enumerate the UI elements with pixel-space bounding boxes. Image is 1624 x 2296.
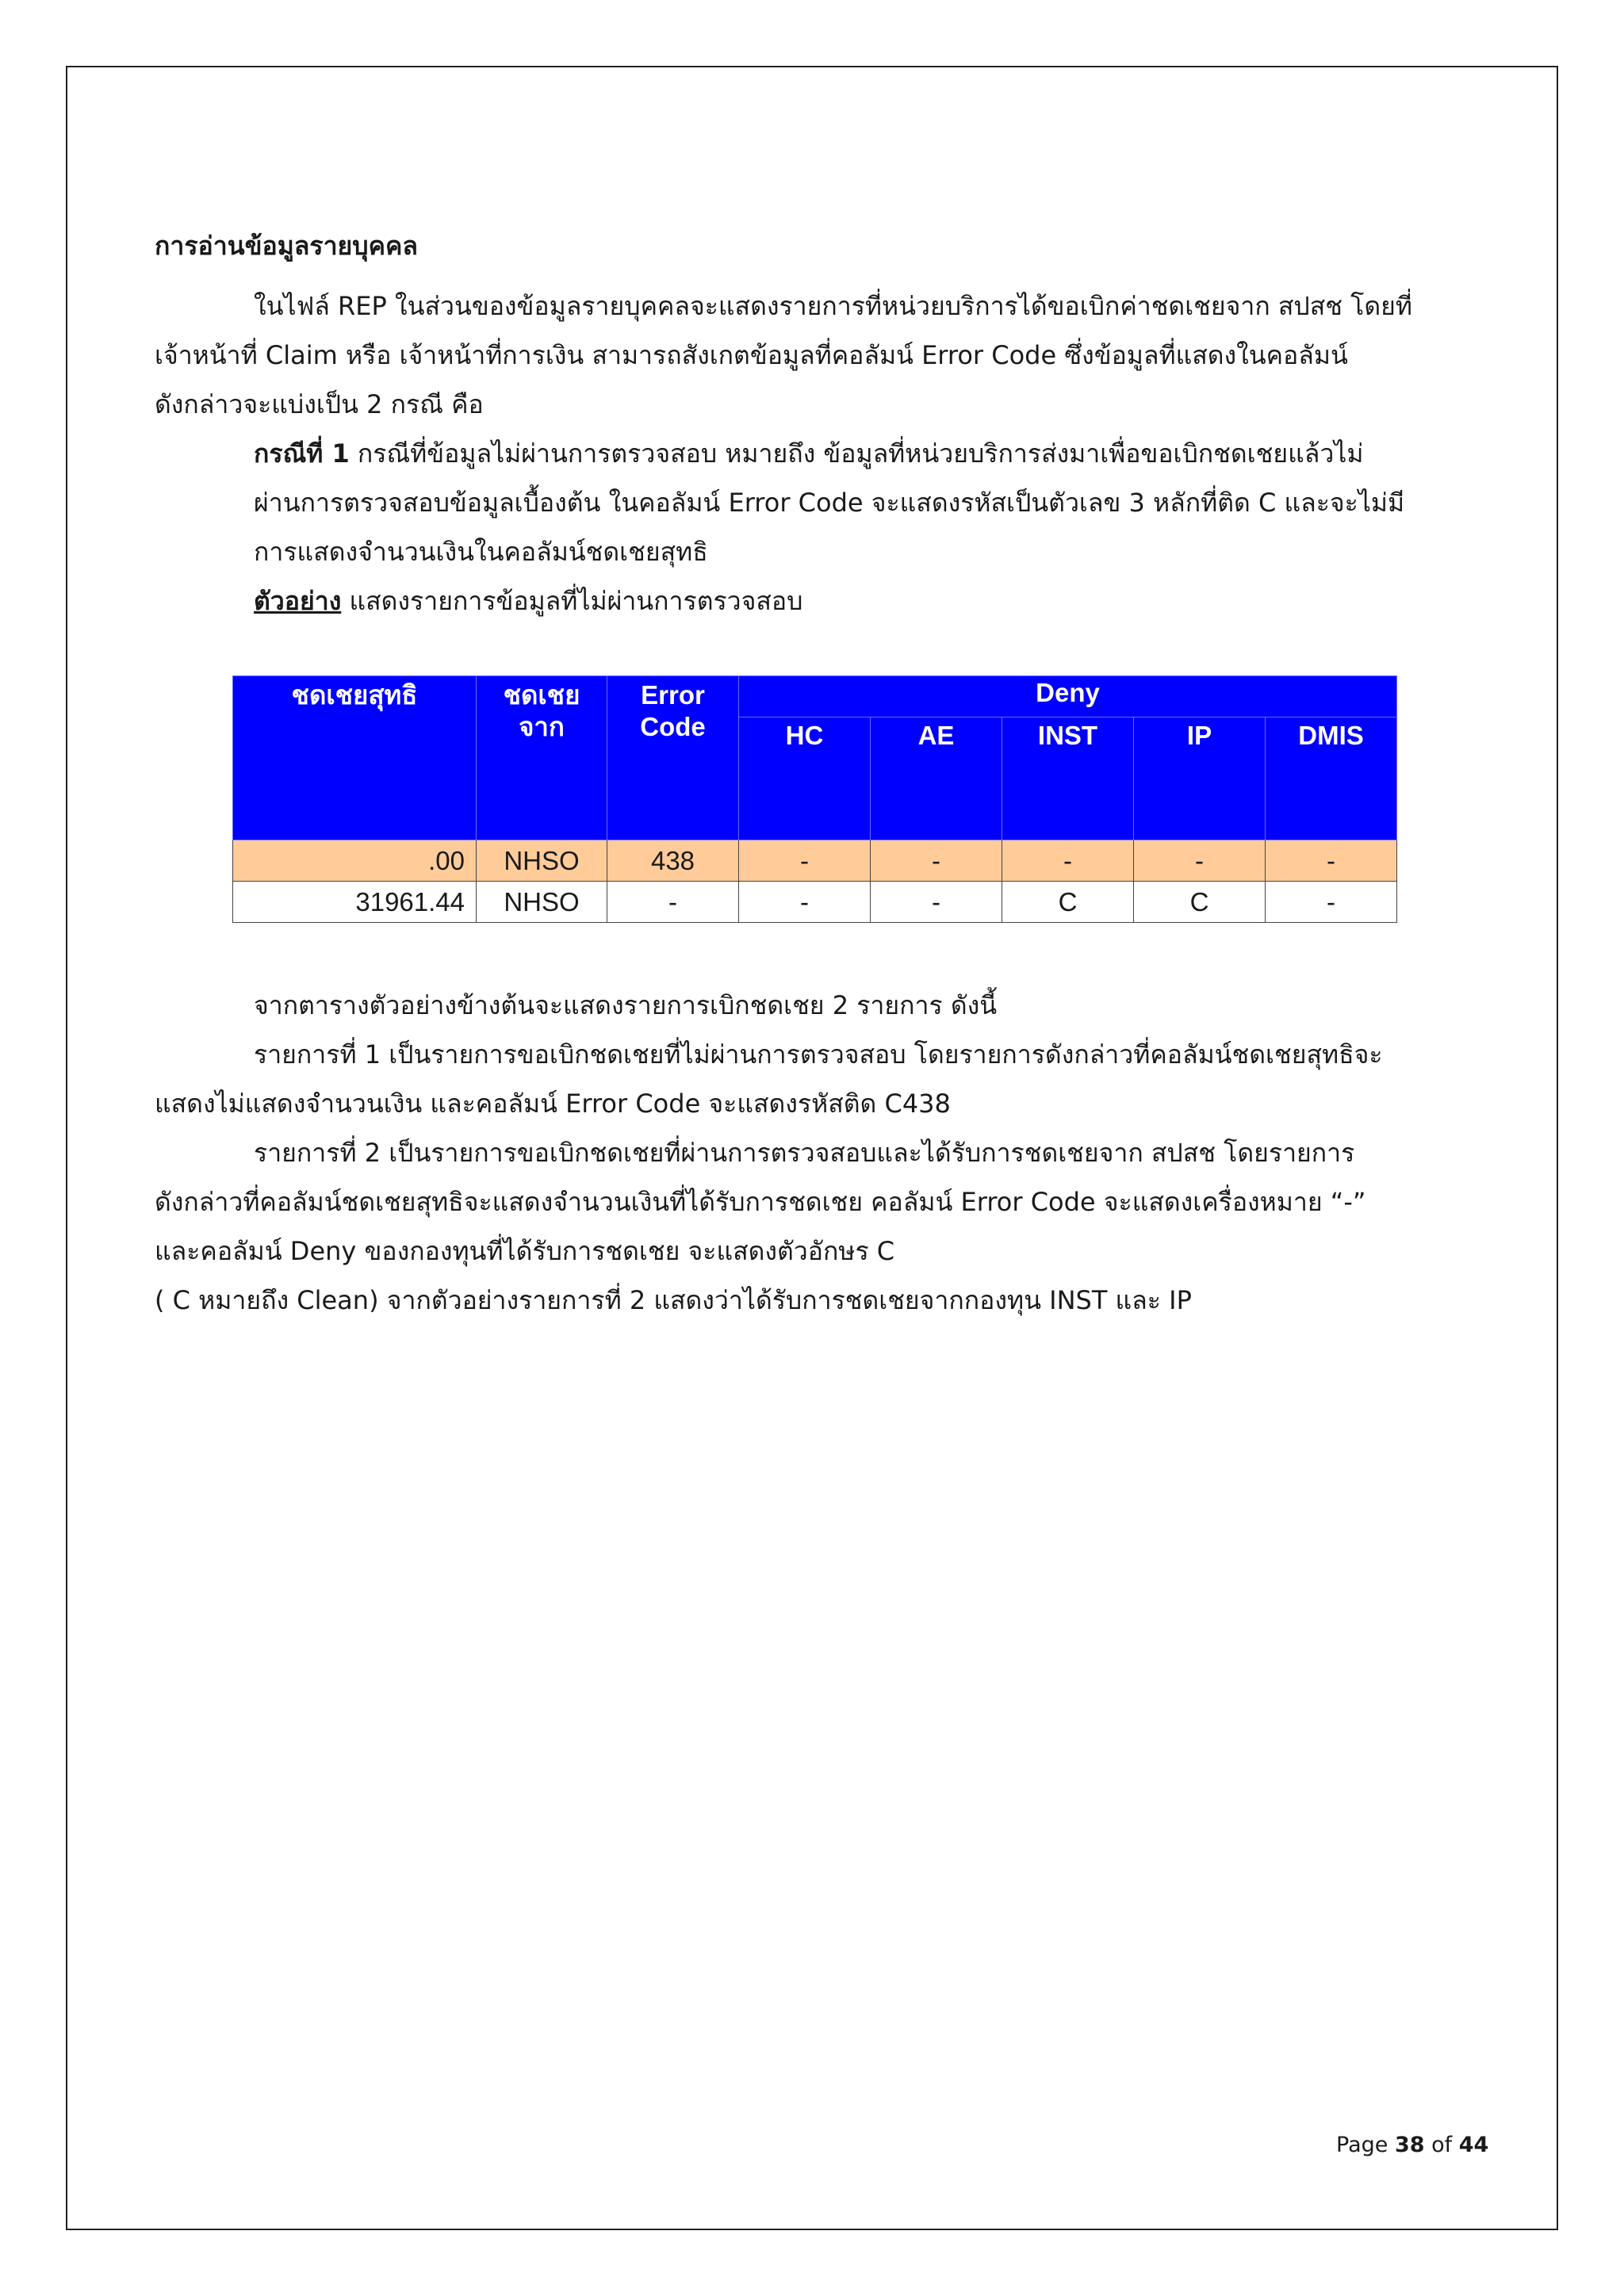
explain-line-3: แสดงไม่แสดงจำนวนเงิน และคอลัมน์ Error Code จะแสดงรหัสติด C438 — [155, 1089, 951, 1119]
case1-line-2: ผ่านการตรวจสอบข้อมูลเบื้องต้น ในคอลัมน์ Error Code จะแสดงรหัสเป็นตัวเลข 3 หลักที่ติด C และจะไม่มี — [254, 488, 1405, 518]
current-page: 38 — [1394, 2133, 1425, 2157]
explain-line-5: ดังกล่าวที่คอลัมน์ชดเชยสุทธิจะแสดงจำนวนเงินที่ได้รับการชดเชย คอลัมน์ Error Code จะแสดงเครื่องหมาย “-” — [155, 1187, 1366, 1217]
header-ae: AE — [871, 718, 1002, 840]
section-heading: การอ่านข้อมูลรายบุคคล — [155, 231, 419, 261]
header-error-line-2: Code — [640, 712, 706, 741]
page-number — [1336, 2133, 1488, 2157]
cell-inst: - — [1002, 840, 1134, 882]
cell-net: 31961.44 — [233, 882, 477, 923]
case1-line-1 — [254, 430, 1363, 477]
example-table — [232, 675, 1397, 923]
cell-net: .00 — [233, 840, 477, 882]
header-net: ชดเชยสุทธิ — [233, 676, 477, 840]
total-pages: 44 — [1458, 2133, 1489, 2157]
cell-ae: - — [871, 882, 1002, 923]
explain-line-1: จากตารางตัวอย่างข้างต้นจะแสดงรายการเบิกชดเชย 2 รายการ ดังนี้ — [254, 990, 998, 1020]
case1-line-3: การแสดงจำนวนเงินในคอลัมน์ชดเชยสุทธิ — [254, 537, 708, 567]
header-ip: IP — [1134, 718, 1266, 840]
cell-ip: - — [1134, 840, 1266, 882]
header-hc: HC — [739, 718, 871, 840]
table-row — [233, 882, 1397, 923]
explain-line-7: ( C หมายถึง Clean) จากตัวอย่างรายการที่ 2 แสดงว่าได้รับการชดเชยจากกองทุน INST และ IP — [155, 1285, 1192, 1315]
example-text: แสดงรายการข้อมูลที่ไม่ผ่านการตรวจสอบ — [341, 586, 803, 616]
header-source-line-2: จาก — [519, 712, 565, 741]
case1-label: กรณีที่ 1 — [254, 438, 350, 469]
header-error-code — [607, 676, 739, 840]
table-row — [233, 840, 1397, 882]
header-deny: Deny — [739, 676, 1397, 718]
cell-error: 438 — [607, 840, 739, 882]
cell-dmis: - — [1266, 882, 1397, 923]
intro-line-2: เจ้าหน้าที่ Claim หรือ เจ้าหน้าที่การเงิน สามารถสังเกตข้อมูลที่คอลัมน์ Error Code ซึ่งข้อมูลที่แสดงในคอลัมน์ — [155, 340, 1348, 370]
intro-line-3: ดังกล่าวจะแบ่งเป็น 2 กรณี คือ — [155, 389, 484, 419]
header-inst: INST — [1002, 718, 1134, 840]
cell-ae: - — [871, 840, 1002, 882]
header-source-line-1: ชดเชย — [503, 680, 580, 710]
of-word: of — [1424, 2133, 1459, 2157]
cell-error: - — [607, 882, 739, 923]
cell-ip: C — [1134, 882, 1266, 923]
cell-source: NHSO — [477, 840, 607, 882]
explain-line-4: รายการที่ 2 เป็นรายการขอเบิกชดเชยที่ผ่านการตรวจสอบและได้รับการชดเชยจาก สปสช โดยรายการ — [254, 1138, 1355, 1168]
cell-dmis: - — [1266, 840, 1397, 882]
example-line — [254, 577, 802, 625]
example-label: ตัวอย่าง — [254, 586, 342, 616]
header-dmis: DMIS — [1266, 718, 1397, 840]
cell-hc: - — [739, 840, 871, 882]
header-error-line-1: Error — [641, 680, 705, 710]
cell-hc: - — [739, 882, 871, 923]
case1-text-1: กรณีที่ข้อมูลไม่ผ่านการตรวจสอบ หมายถึง ข้อมูลที่หน่วยบริการส่งมาเพื่อขอเบิกชดเชยแล้วไม่ — [349, 438, 1364, 469]
intro-line-1: ในไฟล์ REP ในส่วนของข้อมูลรายบุคคลจะแสดงรายการที่หน่วยบริการได้ขอเบิกค่าชดเชยจาก สปสช โดยที่ — [254, 291, 1412, 321]
header-source — [477, 676, 607, 840]
explain-line-6: และคอลัมน์ Deny ของกองทุนที่ได้รับการชดเชย จะแสดงตัวอักษร C — [155, 1236, 895, 1266]
cell-source: NHSO — [477, 882, 607, 923]
cell-inst: C — [1002, 882, 1134, 923]
page-word: Page — [1336, 2133, 1395, 2157]
explain-line-2: รายการที่ 1 เป็นรายการขอเบิกชดเชยที่ไม่ผ่านการตรวจสอบ โดยรายการดังกล่าวที่คอลัมน์ชดเชยสุทธิจะ — [254, 1039, 1383, 1070]
